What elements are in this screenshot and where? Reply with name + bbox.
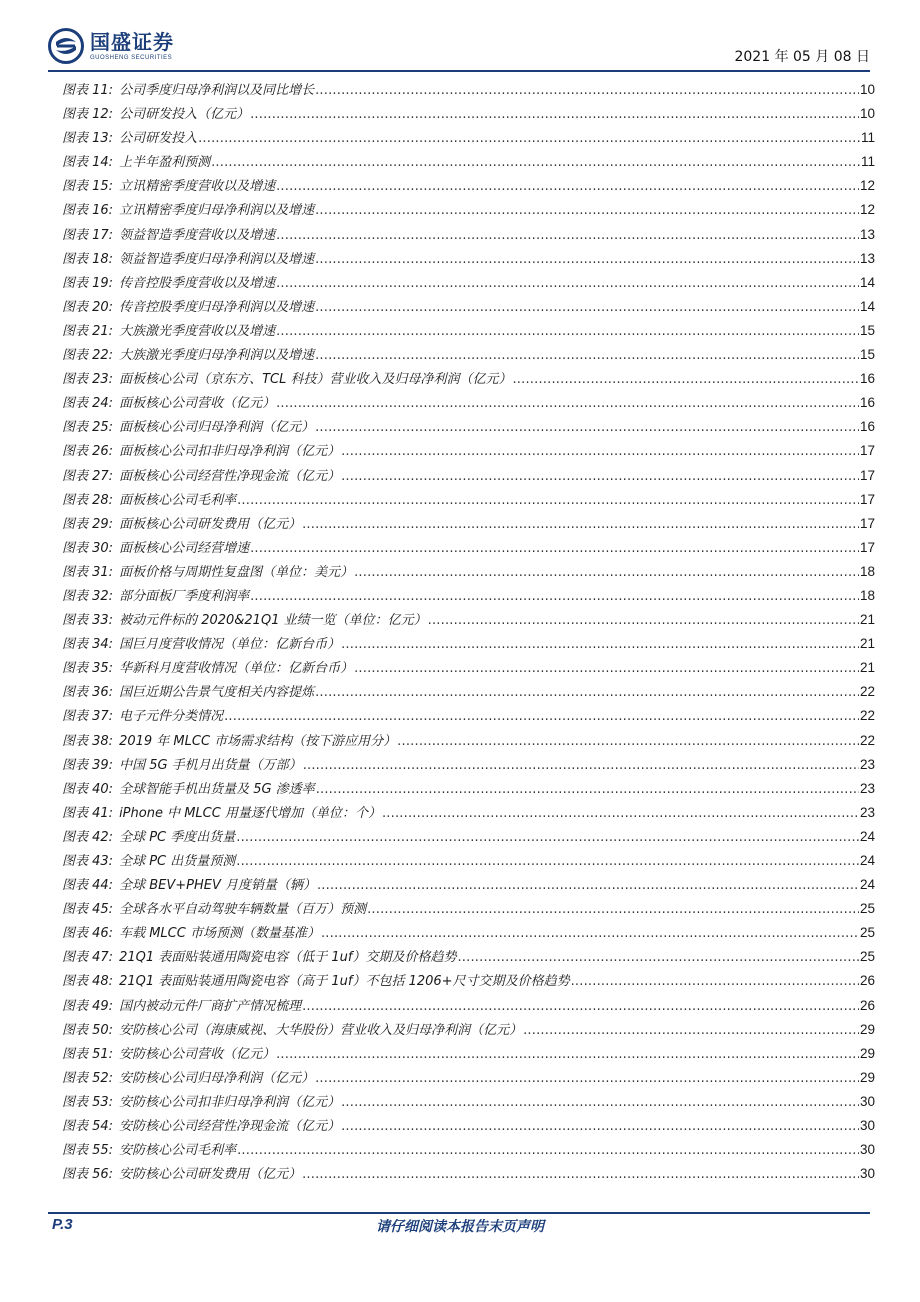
toc-dot-leader bbox=[211, 155, 860, 170]
toc-entry-page: 11 bbox=[860, 154, 875, 170]
toc-entry-page: 10 bbox=[859, 82, 875, 97]
toc-entry[interactable] bbox=[62, 248, 875, 272]
toc-dot-leader bbox=[236, 830, 859, 845]
toc-entry-title: 上半年盈利预测 bbox=[119, 155, 211, 171]
toc-entry-title: 面板核心公司营收（亿元） bbox=[119, 396, 276, 412]
footer-disclaimer: 请仔细阅读本报告末页声明 bbox=[376, 1219, 544, 1235]
toc-entry-page: 25 bbox=[859, 901, 875, 917]
toc-entry-label: 图表 37: bbox=[62, 709, 114, 725]
toc-entry[interactable] bbox=[62, 79, 875, 103]
toc-entry-page: 22 bbox=[859, 732, 875, 748]
guosheng-logo-icon bbox=[48, 28, 84, 64]
toc-entry-page: 21 bbox=[859, 612, 875, 628]
toc-dot-leader bbox=[382, 806, 859, 821]
toc-entry-title: 安防核心公司（海康威视、大华股份）营业收入及归母净利润（亿元） bbox=[119, 1022, 523, 1038]
toc-entry[interactable] bbox=[62, 681, 875, 705]
toc-dot-leader bbox=[341, 469, 859, 484]
toc-entry-label: 图表 15: bbox=[62, 179, 114, 195]
toc-entry-label: 图表 14: bbox=[62, 155, 114, 171]
toc-entry-title: 全球 BEV+PHEV 月度销量（辆） bbox=[119, 878, 316, 894]
toc-entry-page: 15 bbox=[859, 322, 875, 338]
toc-entry-page: 15 bbox=[859, 347, 875, 363]
toc-dot-leader bbox=[354, 565, 859, 580]
toc-dot-leader bbox=[315, 203, 859, 218]
toc-entry-label: 图表 35: bbox=[62, 661, 114, 677]
toc-entry-title: 全球各水平自动驾驶车辆数量（百万）预测 bbox=[119, 902, 367, 918]
toc-entry[interactable] bbox=[62, 513, 875, 537]
toc-dot-leader bbox=[523, 1023, 859, 1038]
footer-divider bbox=[48, 1212, 870, 1214]
toc-entry-label: 图表 40: bbox=[62, 781, 114, 797]
toc-entry-title: 面板核心公司经营性净现金流（亿元） bbox=[119, 468, 341, 484]
toc-entry[interactable] bbox=[62, 922, 875, 946]
toc-entry-title: 公司研发投入（亿元） bbox=[119, 107, 250, 123]
toc-entry-title: 立讯精密季度营收以及增速 bbox=[119, 179, 276, 195]
toc-entry-label: 图表 29: bbox=[62, 516, 114, 532]
toc-dot-leader bbox=[250, 107, 859, 122]
toc-dot-leader bbox=[250, 541, 859, 556]
toc-entry-title: iPhone 中 MLCC 用量逐代增加（单位：个） bbox=[119, 805, 381, 821]
toc-entry-title: 面板核心公司扣非归母净利润（亿元） bbox=[119, 444, 341, 460]
toc-entry-page: 24 bbox=[859, 853, 875, 868]
toc-entry-title: 面板核心公司研发费用（亿元） bbox=[119, 516, 302, 532]
toc-entry[interactable] bbox=[62, 995, 875, 1019]
toc-entry-title: 华新科月度营收情况（单位：亿新台币） bbox=[119, 661, 354, 677]
toc-entry[interactable] bbox=[62, 465, 875, 489]
toc-entry-title: 国巨近期公告景气度相关内容提炼 bbox=[119, 685, 315, 701]
toc-entry-page: 12 bbox=[859, 178, 875, 194]
toc-entry-page: 30 bbox=[859, 1118, 875, 1134]
toc-entry[interactable] bbox=[62, 633, 875, 657]
toc-entry[interactable] bbox=[62, 416, 875, 440]
toc-entry[interactable] bbox=[62, 272, 875, 296]
toc-entry-page: 17 bbox=[859, 491, 875, 507]
toc-entry-label: 图表 22: bbox=[62, 348, 114, 364]
toc-entry-label: 图表 11: bbox=[62, 83, 114, 98]
toc-dot-leader bbox=[315, 300, 859, 315]
toc-entry[interactable] bbox=[62, 440, 875, 464]
toc-entry[interactable] bbox=[62, 1019, 875, 1043]
toc-dot-leader bbox=[276, 324, 859, 339]
toc-entry-title: 国内被动元件厂商扩产情况梳理 bbox=[119, 998, 302, 1014]
toc-entry[interactable] bbox=[62, 344, 875, 368]
toc-entry-title: 立讯精密季度归母净利润以及增速 bbox=[119, 203, 315, 219]
toc-entry-label: 图表 46: bbox=[62, 926, 114, 942]
toc-entry[interactable] bbox=[62, 103, 875, 127]
toc-entry-page: 29 bbox=[859, 1069, 875, 1085]
toc-entry[interactable] bbox=[62, 826, 875, 850]
toc-entry-label: 图表 41: bbox=[62, 805, 114, 821]
toc-entry-title: 领益智造季度归母净利润以及增速 bbox=[119, 251, 315, 267]
toc-entry-label: 图表 54: bbox=[62, 1119, 114, 1135]
toc-entry-label: 图表 31: bbox=[62, 564, 114, 580]
toc-dot-leader bbox=[341, 1119, 859, 1134]
toc-entry-page: 18 bbox=[859, 563, 875, 579]
toc-entry-label: 图表 27: bbox=[62, 468, 114, 484]
toc-entry-label: 图表 24: bbox=[62, 396, 114, 412]
toc-dot-leader bbox=[397, 734, 859, 749]
toc-entry-label: 图表 26: bbox=[62, 444, 114, 460]
toc-entry-title: 传音控股季度营收以及增速 bbox=[119, 275, 276, 291]
toc-entry[interactable] bbox=[62, 802, 875, 826]
toc-entry-page: 26 bbox=[859, 973, 875, 989]
toc-dot-leader bbox=[315, 685, 859, 700]
toc-entry[interactable] bbox=[62, 705, 875, 729]
toc-entry-label: 图表 56: bbox=[62, 1167, 114, 1183]
toc-entry-page: 30 bbox=[859, 1142, 875, 1158]
toc-entry-title: 2019 年 MLCC 市场需求结构（按下游应用分） bbox=[119, 733, 397, 749]
toc-dot-leader bbox=[276, 1047, 859, 1062]
toc-entry-label: 图表 55: bbox=[62, 1143, 114, 1159]
toc-dot-leader bbox=[315, 83, 859, 98]
toc-entry-page: 22 bbox=[859, 708, 875, 724]
toc-entry[interactable] bbox=[62, 609, 875, 633]
toc-entry[interactable] bbox=[62, 754, 875, 778]
toc-dot-leader bbox=[237, 1143, 859, 1158]
toc-entry-label: 图表 20: bbox=[62, 299, 114, 315]
toc-entry-page: 11 bbox=[860, 130, 875, 146]
toc-entry-page: 14 bbox=[859, 298, 875, 314]
toc-entry-page: 13 bbox=[859, 250, 875, 266]
toc-entry-label: 图表 21: bbox=[62, 323, 114, 339]
toc-entry-label: 图表 39: bbox=[62, 757, 114, 773]
toc-entry-title: 21Q1 表面贴装通用陶瓷电容（高于 1uf）不包括 1206+尺寸交期及价格趋势 bbox=[119, 974, 570, 990]
toc-entry[interactable] bbox=[62, 778, 875, 802]
toc-dot-leader bbox=[302, 1167, 859, 1182]
page-header bbox=[48, 28, 870, 68]
toc-entry-page: 23 bbox=[859, 804, 875, 820]
toc-entry-page: 23 bbox=[859, 756, 875, 772]
toc-dot-leader bbox=[302, 517, 859, 532]
toc-entry[interactable] bbox=[62, 1043, 875, 1067]
toc-dot-leader bbox=[428, 613, 859, 628]
toc-entry-title: 安防核心公司经营性净现金流（亿元） bbox=[119, 1119, 341, 1135]
toc-entry-label: 图表 17: bbox=[62, 227, 114, 243]
toc-entry-page: 17 bbox=[859, 539, 875, 555]
toc-entry-label: 图表 33: bbox=[62, 613, 114, 629]
toc-entry-label: 图表 38: bbox=[62, 733, 114, 749]
toc-entry-title: 大族激光季度营收以及增速 bbox=[119, 323, 276, 339]
toc-entry-page: 17 bbox=[859, 515, 875, 531]
toc-entry-label: 图表 50: bbox=[62, 1022, 114, 1038]
report-date: 2021 年 05 月 08 日 bbox=[734, 49, 870, 65]
toc-entry-label: 图表 13: bbox=[62, 131, 114, 147]
toc-dot-leader bbox=[198, 131, 860, 146]
toc-entry-label: 图表 45: bbox=[62, 902, 114, 918]
toc-entry-title: 领益智造季度营收以及增速 bbox=[119, 227, 276, 243]
toc-entry[interactable] bbox=[62, 1115, 875, 1139]
toc-entry-title: 面板价格与周期性复盘图（单位：美元） bbox=[119, 564, 354, 580]
toc-entry-label: 图表 52: bbox=[62, 1070, 114, 1086]
toc-entry-label: 图表 43: bbox=[62, 854, 114, 869]
toc-entry-title: 面板核心公司归母净利润（亿元） bbox=[119, 420, 315, 436]
toc-dot-leader bbox=[276, 396, 859, 411]
toc-entry-title: 部分面板厂季度利润率 bbox=[119, 588, 250, 604]
toc-entry[interactable] bbox=[62, 850, 875, 874]
toc-entry-label: 图表 47: bbox=[62, 950, 114, 966]
toc-entry[interactable] bbox=[62, 730, 875, 754]
toc-entry-title: 全球 PC 出货量预测 bbox=[119, 854, 236, 869]
toc-entry[interactable] bbox=[62, 561, 875, 585]
toc-entry-title: 全球 PC 季度出货量 bbox=[119, 829, 236, 845]
page-number: P.3 bbox=[52, 1216, 73, 1233]
toc-entry-label: 图表 36: bbox=[62, 685, 114, 701]
toc-entry-page: 18 bbox=[859, 587, 875, 603]
toc-entry-page: 22 bbox=[859, 684, 875, 700]
toc-entry[interactable] bbox=[62, 296, 875, 320]
toc-entry-label: 图表 49: bbox=[62, 998, 114, 1014]
toc-entry-label: 图表 23: bbox=[62, 372, 114, 388]
toc-entry-title: 21Q1 表面贴装通用陶瓷电容（低于 1uf）交期及价格趋势 bbox=[119, 950, 457, 966]
table-of-figures bbox=[62, 79, 875, 1187]
toc-entry[interactable] bbox=[62, 1139, 875, 1163]
toc-dot-leader bbox=[276, 228, 859, 243]
toc-entry-title: 被动元件标的 2020&21Q1 业绩一览（单位：亿元） bbox=[119, 613, 427, 629]
toc-entry-label: 图表 42: bbox=[62, 829, 114, 845]
header-divider bbox=[48, 70, 870, 72]
toc-dot-leader bbox=[317, 878, 859, 893]
toc-entry[interactable] bbox=[62, 1091, 875, 1115]
toc-entry[interactable] bbox=[62, 898, 875, 922]
toc-entry-title: 安防核心公司归母净利润（亿元） bbox=[119, 1070, 315, 1086]
toc-entry-page: 12 bbox=[859, 202, 875, 218]
toc-entry[interactable] bbox=[62, 368, 875, 392]
toc-entry-title: 安防核心公司扣非归母净利润（亿元） bbox=[119, 1094, 341, 1110]
toc-entry-page: 16 bbox=[859, 395, 875, 411]
toc-dot-leader bbox=[354, 661, 859, 676]
toc-entry-page: 29 bbox=[859, 1021, 875, 1037]
toc-dot-leader bbox=[315, 420, 859, 435]
toc-entry-title: 全球智能手机出货量及 5G 渗透率 bbox=[119, 781, 315, 797]
toc-entry-label: 图表 12: bbox=[62, 107, 114, 123]
toc-entry[interactable] bbox=[62, 970, 875, 994]
toc-dot-leader bbox=[457, 950, 859, 965]
toc-entry-label: 图表 25: bbox=[62, 420, 114, 436]
toc-entry-title: 面板核心公司毛利率 bbox=[119, 492, 237, 508]
toc-entry[interactable] bbox=[62, 392, 875, 416]
toc-dot-leader bbox=[303, 758, 859, 773]
company-name-en: GUOSHENG SECURITIES bbox=[90, 54, 173, 61]
toc-dot-leader bbox=[571, 974, 859, 989]
toc-dot-leader bbox=[315, 1071, 859, 1086]
toc-entry-title: 公司季度归母净利润以及同比增长 bbox=[119, 83, 315, 98]
toc-entry-label: 图表 53: bbox=[62, 1094, 114, 1110]
toc-entry-label: 图表 44: bbox=[62, 878, 114, 894]
toc-entry-page: 30 bbox=[859, 1166, 875, 1182]
toc-dot-leader bbox=[316, 782, 859, 797]
toc-entry-page: 29 bbox=[859, 1045, 875, 1061]
toc-entry-title: 安防核心公司毛利率 bbox=[119, 1143, 237, 1159]
toc-entry-title: 电子元件分类情况 bbox=[119, 709, 224, 725]
toc-entry-label: 图表 30: bbox=[62, 540, 114, 556]
toc-entry-page: 16 bbox=[859, 371, 875, 387]
toc-entry[interactable] bbox=[62, 151, 875, 175]
toc-dot-leader bbox=[341, 1095, 859, 1110]
toc-entry-page: 24 bbox=[859, 828, 875, 844]
toc-entry-page: 10 bbox=[859, 106, 875, 122]
toc-entry-page: 23 bbox=[859, 780, 875, 796]
toc-entry[interactable] bbox=[62, 1163, 875, 1187]
toc-entry[interactable] bbox=[62, 199, 875, 223]
toc-dot-leader bbox=[341, 444, 859, 459]
company-name-cn: 国盛证券 bbox=[90, 29, 174, 54]
toc-dot-leader bbox=[341, 637, 859, 652]
toc-entry-page: 25 bbox=[859, 925, 875, 941]
toc-dot-leader bbox=[236, 854, 859, 869]
toc-entry-page: 25 bbox=[859, 949, 875, 965]
toc-entry-page: 30 bbox=[859, 1093, 875, 1109]
toc-entry-title: 安防核心公司研发费用（亿元） bbox=[119, 1167, 302, 1183]
toc-dot-leader bbox=[302, 999, 859, 1014]
toc-entry-label: 图表 34: bbox=[62, 637, 114, 653]
toc-dot-leader bbox=[367, 902, 859, 917]
toc-entry[interactable] bbox=[62, 657, 875, 681]
toc-dot-leader bbox=[321, 926, 859, 941]
toc-entry-label: 图表 51: bbox=[62, 1046, 114, 1062]
toc-dot-leader bbox=[276, 276, 859, 291]
toc-entry-label: 图表 18: bbox=[62, 251, 114, 267]
toc-entry[interactable] bbox=[62, 1067, 875, 1091]
toc-entry[interactable] bbox=[62, 946, 875, 970]
toc-entry-label: 图表 16: bbox=[62, 203, 114, 219]
toc-entry-title: 国巨月度营收情况（单位：亿新台币） bbox=[119, 637, 341, 653]
toc-entry-title: 公司研发投入 bbox=[119, 131, 198, 147]
toc-dot-leader bbox=[512, 372, 859, 387]
toc-dot-leader bbox=[250, 589, 859, 604]
toc-entry-title: 大族激光季度归母净利润以及增速 bbox=[119, 348, 315, 364]
toc-entry-page: 26 bbox=[859, 997, 875, 1013]
toc-dot-leader bbox=[315, 252, 859, 267]
toc-entry-label: 图表 28: bbox=[62, 492, 114, 508]
toc-entry-page: 24 bbox=[859, 877, 875, 893]
toc-entry[interactable] bbox=[62, 489, 875, 513]
toc-entry[interactable] bbox=[62, 175, 875, 199]
toc-entry-page: 21 bbox=[859, 636, 875, 652]
toc-entry[interactable] bbox=[62, 585, 875, 609]
toc-dot-leader bbox=[237, 493, 859, 508]
toc-entry-label: 图表 48: bbox=[62, 974, 114, 990]
toc-entry-title: 中国 5G 手机月出货量（万部） bbox=[119, 757, 302, 773]
toc-entry[interactable] bbox=[62, 127, 875, 151]
toc-dot-leader bbox=[315, 348, 859, 363]
toc-dot-leader bbox=[276, 179, 859, 194]
toc-entry-title: 传音控股季度归母净利润以及增速 bbox=[119, 299, 315, 315]
company-logo bbox=[48, 28, 174, 64]
toc-entry-title: 面板核心公司经营增速 bbox=[119, 540, 250, 556]
toc-entry-page: 17 bbox=[859, 443, 875, 459]
toc-entry[interactable] bbox=[62, 874, 875, 898]
toc-entry[interactable] bbox=[62, 320, 875, 344]
toc-entry-title: 安防核心公司营收（亿元） bbox=[119, 1046, 276, 1062]
toc-entry-title: 面板核心公司（京东方、TCL 科技）营业收入及归母净利润（亿元） bbox=[119, 372, 512, 388]
toc-entry-page: 16 bbox=[859, 419, 875, 435]
toc-dot-leader bbox=[224, 709, 859, 724]
toc-entry-page: 14 bbox=[859, 274, 875, 290]
toc-entry[interactable] bbox=[62, 224, 875, 248]
toc-entry[interactable] bbox=[62, 537, 875, 561]
toc-entry-page: 17 bbox=[859, 467, 875, 483]
toc-entry-page: 21 bbox=[859, 660, 875, 676]
toc-entry-title: 车载 MLCC 市场预测（数量基准） bbox=[119, 926, 320, 942]
toc-entry-label: 图表 32: bbox=[62, 588, 114, 604]
toc-entry-page: 13 bbox=[859, 226, 875, 242]
toc-entry-label: 图表 19: bbox=[62, 275, 114, 291]
